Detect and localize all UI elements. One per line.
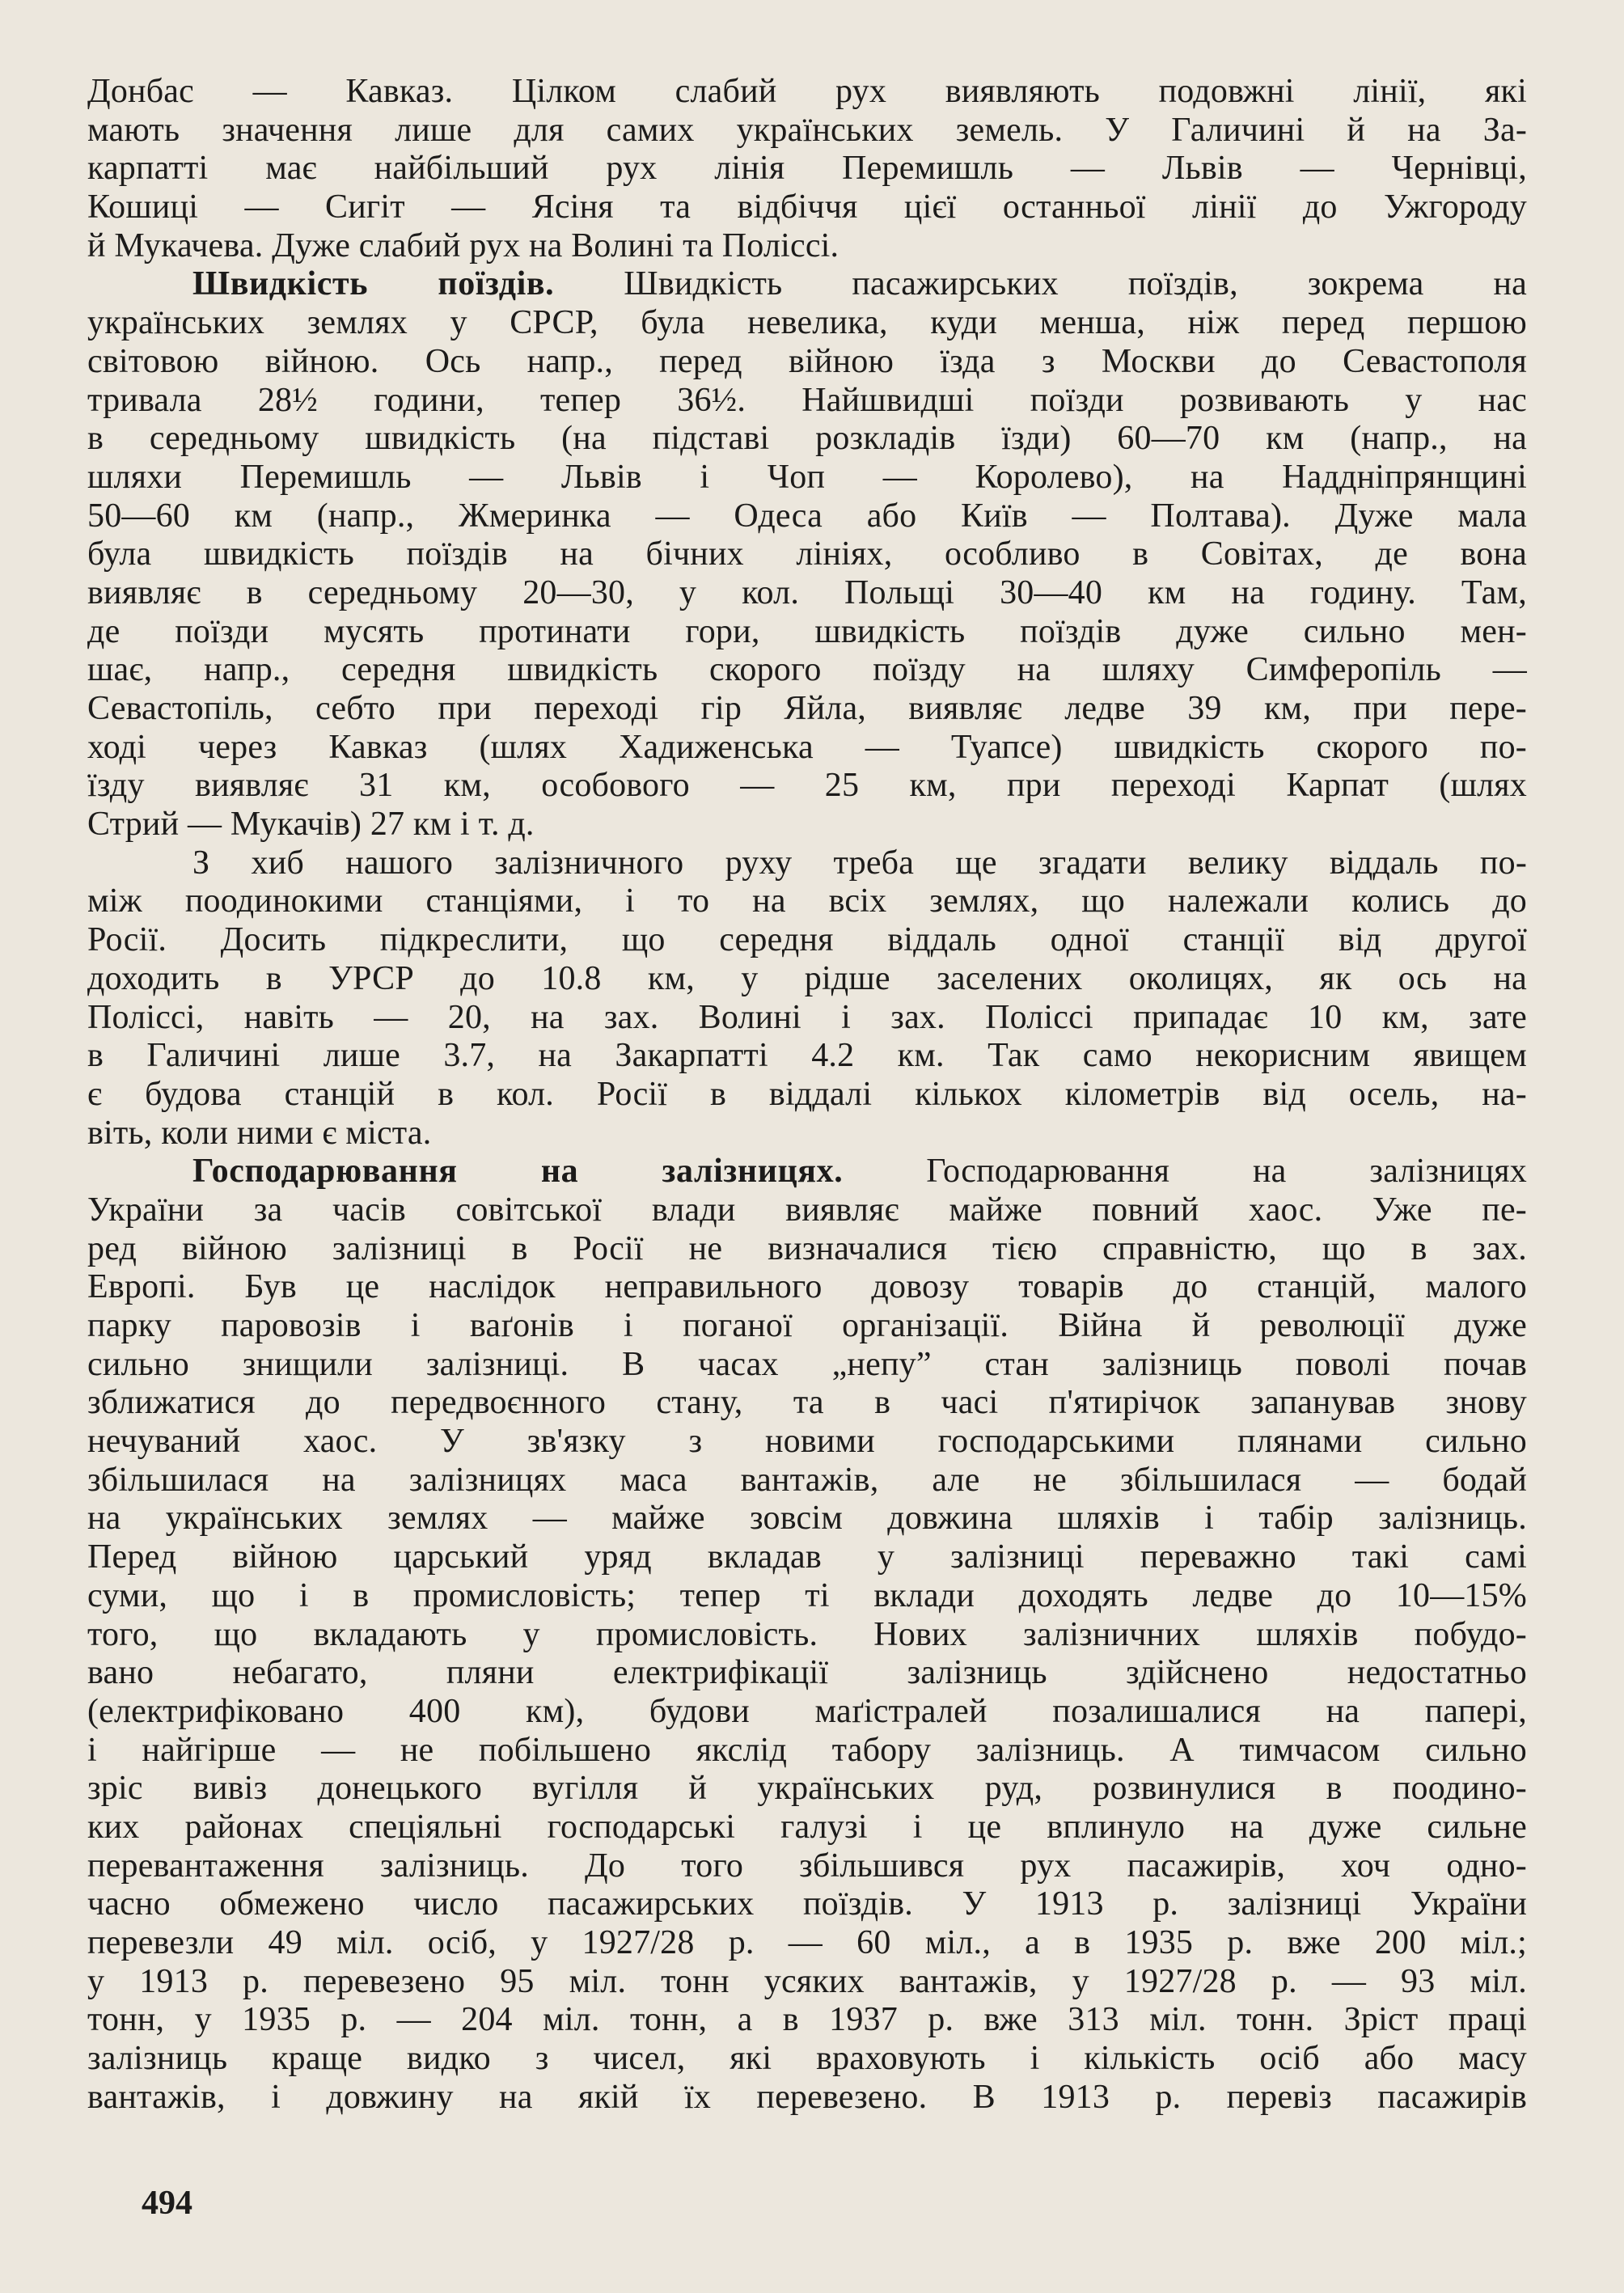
text-line <box>87 265 1527 304</box>
text-line: Севастопіль, себто при переході гір Яйла, виявляє ледве 39 км, при пере- <box>87 690 1527 727</box>
paragraph-3 <box>87 844 1527 1153</box>
text-line: є будова станцій в кол. Росії в віддалі кількох кілометрів від осель, на- <box>87 1075 1527 1113</box>
text-line: між поодинокими станціями, і то на всіх землях, що належали колись до <box>87 882 1527 920</box>
text-line: України за часів совітської влади виявляє майже повний хаос. Уже пе- <box>87 1191 1527 1229</box>
text-line: карпатті має найбільший рух лінія Перемишль — Львів — Чернівці, <box>87 150 1527 188</box>
text-line: українських землях у СРСР, була невелика, куди менша, ніж перед першою <box>87 304 1527 342</box>
text-line: і найгірше — не побільшено якслід табору залізниць. А тимчасом сильно <box>87 1731 1527 1769</box>
paragraph-2 <box>87 265 1527 844</box>
text-line: (електрифіковано 400 км), будови маґістралей позалишалися на папері, <box>87 1692 1527 1730</box>
text-line: у 1913 р. перевезено 95 міл. тонн усяких вантажів, у 1927/28 р. — 93 міл. <box>87 1962 1527 2000</box>
text-line: вантажів, і довжину на якій їх перевезено. В 1913 р. перевіз пасажирів <box>87 2078 1527 2116</box>
text-line: ких районах спеціяльні господарські галузі і це вплинуло на дуже сильне <box>87 1808 1527 1846</box>
text-line: ході через Кавказ (шлях Хадиженська — Туапсе) швидкість скорого по- <box>87 728 1527 766</box>
text-line: віть, коли ними є міста. <box>87 1114 432 1152</box>
text-line: сильно знищили залізниці. В часах „непу” стан залізниць поволі почав <box>87 1345 1527 1383</box>
text-line: перевантаження залізниць. До того збільшився рух пасажирів, хоч одно- <box>87 1847 1527 1885</box>
text-line: мають значення лише для самих українських земель. У Галичині й на За- <box>87 111 1527 149</box>
text-line: З хиб нашого залізничного руху треба ще згадати велику віддаль по- <box>192 844 1527 882</box>
text-line: була швидкість поїздів на бічних лініях, особливо в Совітах, де вона <box>87 535 1527 573</box>
text-line: Кошиці — Сигіт — Ясіня та відбіччя цієї останньої лінії до Ужгороду <box>87 188 1527 226</box>
section-heading-railway-management: Господарювання на залізницях. <box>192 1153 844 1191</box>
text-line: в Галичині лише 3.7, на Закарпатті 4.2 км. Так само некорисним явищем <box>87 1037 1527 1075</box>
text-line: ред війною залізниці в Росії не визначалися тією справністю, що в зах. <box>87 1229 1527 1267</box>
text-line: збільшилася на залізницях маса вантажів, але не збільшилася — бодай <box>87 1461 1527 1499</box>
text-line: їзду виявляє 31 км, особового — 25 км, при переході Карпат (шлях <box>87 767 1527 805</box>
text-line: залізниць краще видко з чисел, які враховують і кількість осіб або масу <box>87 2040 1527 2078</box>
text-line: Стрий — Мукачів) 27 км і т. д. <box>87 806 535 844</box>
text-line: вано небагато, пляни електрифікації залізниць здійснено недостатньо <box>87 1654 1527 1692</box>
paragraph-1 <box>87 73 1527 265</box>
text-line: де поїзди мусять протинати гори, швидкість поїздів дуже сильно мен- <box>87 612 1527 650</box>
text-line: доходить в УРСР до 10.8 км, у рідше заселених околицях, як ось на <box>87 959 1527 997</box>
text-line <box>87 1153 1527 1191</box>
text-line: нечуваний хаос. У зв'язку з новими господарськими плянами сильно <box>87 1423 1527 1461</box>
text-line: в середньому швидкість (на підставі розкладів їзди) 60—70 км (напр., на <box>87 420 1527 458</box>
text-line: суми, що і в промисловість; тепер ті вклади доходять ледве до 10—15% <box>87 1576 1527 1614</box>
text-line: Донбас — Кавказ. Цілком слабий рух виявляють подовжні лінії, які <box>87 73 1527 110</box>
text-line-rest: Господарювання на залізницях <box>926 1153 1527 1191</box>
text-line: того, що вкладають у промисловість. Нових залізничних шляхів побудо- <box>87 1615 1527 1653</box>
text-line: часно обмежено число пасажирських поїздів. У 1913 р. залізниці України <box>87 1885 1527 1923</box>
text-line: світовою війною. Ось напр., перед війною їзда з Москви до Севастополя <box>87 342 1527 380</box>
section-heading-train-speed: Швидкість поїздів. <box>192 265 555 303</box>
text-line: 50—60 км (напр., Жмеринка — Одеса або Київ — Полтава). Дуже мала <box>87 497 1527 535</box>
text-line: шляхи Перемишль — Львів і Чоп — Королево), на Наддніпрянщині <box>87 458 1527 496</box>
text-line: парку паровозів і ваґонів і поганої організації. Війна й революції дуже <box>87 1307 1527 1344</box>
text-line: Росії. Досить підкреслити, що середня віддаль одної станції від другої <box>87 921 1527 959</box>
text-line: тонн, у 1935 р. — 204 міл. тонн, а в 1937 р. вже 313 міл. тонн. Зріст праці <box>87 2001 1527 2039</box>
text-line: Перед війною царський уряд вкладав у залізниці переважно такі самі <box>87 1538 1527 1576</box>
text-line: зріс вивіз донецького вугілля й українських руд, розвинулися в поодино- <box>87 1770 1527 1808</box>
text-line: Европі. Був це наслідок неправильного довозу товарів до станцій, малого <box>87 1268 1527 1306</box>
body-text <box>87 73 1527 2117</box>
paragraph-4 <box>87 1153 1527 2117</box>
text-line: виявляє в середньому 20—30, у кол. Польщі 30—40 км на годину. Там, <box>87 573 1527 611</box>
text-line: й Мукачева. Дуже слабий рух на Волині та Поліссі. <box>87 226 839 264</box>
text-line: шає, напр., середня швидкість скорого поїзду на шляху Симферопіль — <box>87 651 1527 689</box>
text-line-rest: Швидкість пасажирських поїздів, зокрема на <box>624 265 1528 303</box>
text-line: зближатися до передвоєнного стану, та в часі п'ятирічок запанував знову <box>87 1384 1527 1422</box>
page-number: 494 <box>142 2185 192 2222</box>
text-line: перевезли 49 міл. осіб, у 1927/28 р. — 60 міл., а в 1935 р. вже 200 міл.; <box>87 1924 1527 1961</box>
text-line: тривала 28½ години, тепер 36½. Найшвидші поїзди розвивають у нас <box>87 381 1527 419</box>
text-line: на українських землях — майже зовсім довжина шляхів і табір залізниць. <box>87 1500 1527 1538</box>
text-line: Поліссі, навіть — 20, на зах. Волині і зах. Поліссі припадає 10 км, зате <box>87 998 1527 1036</box>
